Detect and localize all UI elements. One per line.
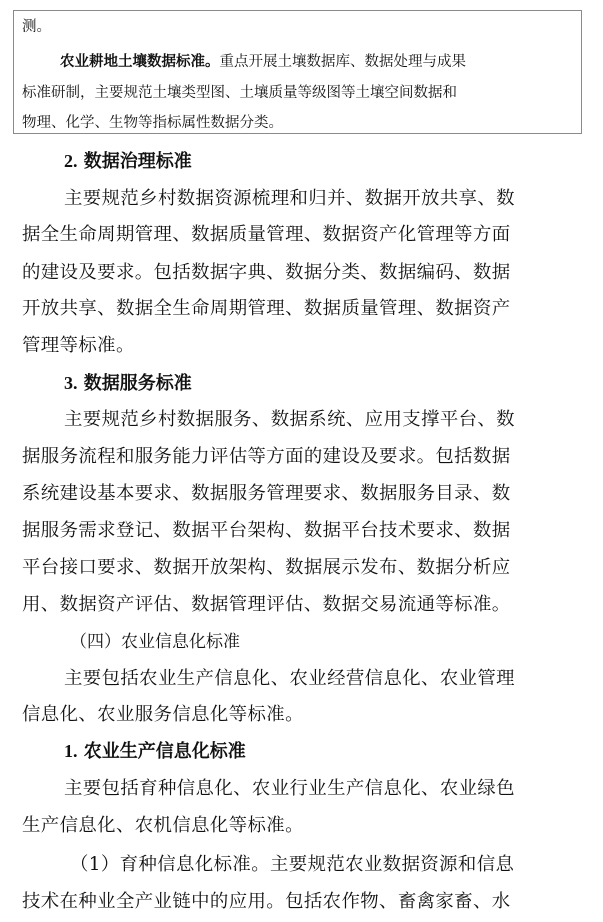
box-paragraph-start	[60, 50, 466, 71]
body-line: 生产信息化、农机信息化等标准。	[22, 815, 304, 836]
section-heading-data-service	[64, 369, 192, 395]
heading-number: 2.	[64, 151, 78, 171]
box-text: 重点开展土壤数据库、数据处理与成果	[219, 54, 466, 70]
body-line: 的建设及要求。包括数据字典、数据分类、数据编码、数据	[22, 262, 511, 283]
body-line: 管理等标准。	[22, 335, 135, 356]
heading-text: 农业生产信息化标准	[83, 741, 246, 762]
box-line: 标准研制，主要规范土壤类型图、土壤质量等级图等土壤空间数据和	[22, 85, 457, 101]
bordered-text-box	[13, 10, 582, 134]
box-line: 物理、化学、生物等指标属性数据分类。	[22, 115, 283, 131]
body-line: 据服务需求登记、数据平台架构、数据平台技术要求、数据	[22, 520, 511, 541]
body-line: 技术在种业全产业链中的应用。包括农作物、畜禽家畜、水	[22, 891, 511, 912]
body-line: 信息化、农业服务信息化等标准。	[22, 704, 304, 725]
body-line: 主要包括育种信息化、农业行业生产信息化、农业绿色	[64, 778, 515, 799]
body-line: 主要包括农业生产信息化、农业经营信息化、农业管理	[64, 668, 515, 689]
body-line: 据全生命周期管理、数据质量管理、数据资产化管理等方面	[22, 224, 511, 245]
box-bold-term: 农业耕地土壤数据标准。	[60, 53, 220, 70]
body-line: 开放共享、数据全生命周期管理、数据质量管理、数据资产	[22, 298, 511, 319]
body-line: 主要规范乡村数据资源梳理和归并、数据开放共享、数	[64, 188, 515, 209]
heading-number: 1.	[64, 741, 78, 761]
box-line: 测。	[22, 19, 51, 35]
body-line: 平台接口要求、数据开放架构、数据展示发布、数据分析应	[22, 557, 511, 578]
section-heading-production-informatization	[64, 737, 246, 763]
section-heading-data-governance	[64, 147, 192, 173]
heading-text: 数据治理标准	[83, 151, 192, 172]
body-line: 据服务流程和服务能力评估等方面的建设及要求。包括数据	[22, 446, 511, 467]
heading-text: 数据服务标准	[83, 373, 192, 394]
body-line: 用、数据资产评估、数据管理评估、数据交易流通等标准。	[22, 594, 511, 615]
body-line: 系统建设基本要求、数据服务管理要求、数据服务目录、数	[22, 483, 511, 504]
body-line: 主要规范乡村数据服务、数据系统、应用支撑平台、数	[64, 409, 515, 430]
subsection-heading-agri-informatization: （四）农业信息化标准	[70, 632, 240, 652]
heading-number: 3.	[64, 373, 78, 393]
body-line: （1）育种信息化标准。主要规范农业数据资源和信息	[70, 854, 515, 875]
